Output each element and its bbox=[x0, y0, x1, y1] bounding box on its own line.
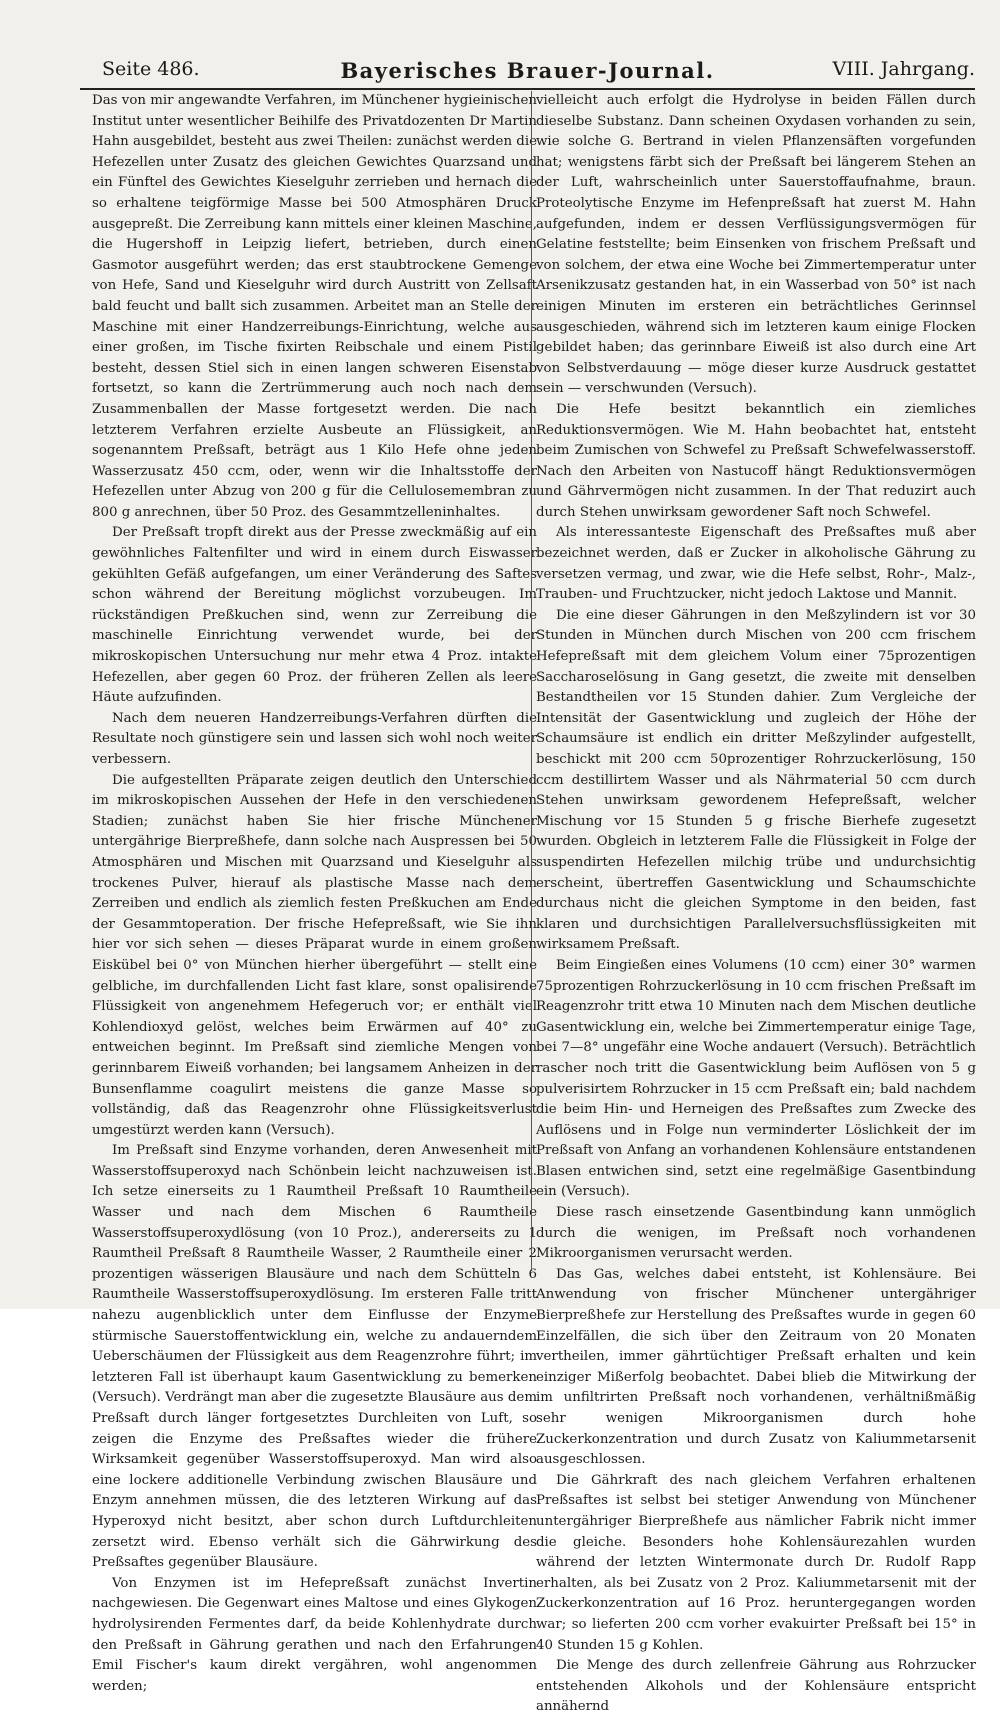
page-header bbox=[80, 52, 975, 86]
left-column bbox=[92, 91, 537, 1694]
paragraph: vielleicht auch erfolgt die Hydrolyse in beiden Fällen durch dieselbe Substanz. Dann scheinen Oxydasen vorhanden zu sein, wie solche G. Bertrand in vielen Pflanzensäften vorgefunden hat; wenigstens färbt sich der Preßsaft bei längerem Stehen an der Luft, wahrscheinlich unter Sauerstoffaufnahme, braun. Proteolytische Enzyme im Hefenpreßsaft hat zuerst M. Hahn aufgefunden, indem er dessen Verflüssigungsvermögen für Gelatine feststellte; beim Einsenken von frischem Preßsaft und von solchem, der etwa eine Woche bei Zimmertemperatur unter Arsenikzusatz gestanden hat, in ein Wasserbad von 50° ist nach einigen Minuten im ersteren ein beträchtliches Gerinnsel ausgeschieden, während sich im letzteren kaum einige Flocken gebildet haben; das gerinnbare Eiweiß ist also durch eine Art von Selbstverdauung — möge dieser kurze Ausdruck gestattet sein — verschwunden (Versuch). bbox=[536, 93, 976, 397]
right-column bbox=[536, 91, 976, 1715]
paragraph: Von Enzymen ist im Hefepreßsaft zunächst Invertin nachgewiesen. Die Gegenwart eines Maltose und eines Glykogen hydrolysirenden Fermentes darf, da beide Kohlenhydrate durch den Preßsaft in Gährung gerathen und nach den Erfahrungen Emil Fischer's kaum direkt vergähren, wohl angenommen werden; bbox=[92, 1575, 537, 1694]
paragraph: Im Preßsaft sind Enzyme vorhanden, deren Anwesenheit mit Wasserstoffsuperoxyd nach Schönbein leicht nachzuweisen ist. Ich setze einerseits zu 1 Raumtheil Preßsaft 10 Raumtheile Wasser und nach dem Mischen 6 Raumtheile Wasserstoffsuperoxydlösung (von 10 Proz.), andererseits zu 1 Raumtheil Preßsaft 8 Raumtheile Wasser, 2 Raumtheile einer 2 prozentigen wässerigen Blausäure und nach dem Schütteln 6 Raumtheile Wasserstoffsuperoxydlösung. Im ersteren Falle tritt nahezu augenblicklich unter dem Einflusse der Enzyme stürmische Sauerstoffentwicklung ein, welche zu andauerndem Ueberschäumen der Flüssigkeit aus dem Reagenzrohre führt; im letzteren Fall ist überhaupt kaum Gasentwicklung zu bemerken (Versuch). Verdrängt man aber die zugesetzte Blausäure aus dem Preßsaft durch länger fortgesetztes Durchleiten von Luft, so zeigen die Enzyme des Preßsaftes wieder die frühere Wirksamkeit gegenüber Wasserstoffsuperoxyd. Man wird also eine lockere additionelle Verbindung zwischen Blausäure und Enzym annehmen müssen, die des letzteren Wirkung auf das Hyperoxyd nicht besitzt, aber schon durch Luftdurchleiten zersetzt wird. Ebenso verhält sich die Gährwirkung des Preßsaftes gegenüber Blausäure. bbox=[92, 1143, 537, 1571]
paragraph: Die aufgestellten Präparate zeigen deutlich den Unterschied im mikroskopischen Aussehen der Hefe in den verschiedenen Stadien; zunächst haben Sie hier frische Münchener untergährige Bierpreßhefe, dann solche nach Auspressen bei 50 Atmosphären und Mischen mit Quarzsand und Kieselguhr als trockenes Pulver, hierauf als plastische Masse nach dem Zerreiben und endlich als ziemlich festen Preßkuchen am Ende der Gesammtoperation. Der frische Hefepreßsaft, wie Sie ihn hier vor sich sehen — dieses Präparat wurde in einem großen Eiskübel bei 0° von München hierher übergeführt — stellt eine gelbliche, im durchfallenden Licht fast klare, sonst opalisirende Flüssigkeit von angenehmem Hefegeruch vor; er enthält viel Kohlendioxyd gelöst, welches beim Erwärmen auf 40° zu entweichen beginnt. Im Preßsaft sind ziemliche Mengen von gerinnbarem Eiweiß vorhanden; bei langsamem Anheizen in der Bunsenflamme coagulirt meistens die ganze Masse so vollständig, daß das Reagenzrohr ohne Flüssigkeitsverlust umgestürzt werden kann (Versuch). bbox=[92, 772, 537, 1138]
column-divider bbox=[531, 91, 532, 1271]
paragraph: Die Gährkraft des nach gleichem Verfahren erhaltenen Preßsaftes ist selbst bei stetiger Anwendung von Münchener untergähriger Bierpreßhefe aus nämlicher Fabrik nicht immer die gleiche. Besonders hohe Kohlensäurezahlen wurden während der letzten Wintermonate durch Dr. Rudolf Rapp erhalten, als bei Zusatz von 2 Proz. Kaliummetarsenit mit der Zuckerkonzentration auf 16 Proz. heruntergegangen worden war; so lieferten 200 ccm vorher evakuirter Preßsaft bei 15° in 40 Stunden 15 g Kohlen. bbox=[536, 1472, 976, 1653]
paragraph: Nach dem neueren Handzerreibungs-Verfahren dürften die Resultate noch günstigere sein und lassen sich wohl noch weiter verbessern. bbox=[92, 710, 537, 767]
paragraph: Die Hefe besitzt bekanntlich ein ziemliches Reduktionsvermögen. Wie M. Hahn beobachtet hat, entsteht beim Zumischen von Schwefel zu Preßsaft Schwefelwasserstoff. Nach den Arbeiten von Nastucoff hängt Reduktionsvermögen und Gährvermögen nicht zusammen. In der That reduzirt auch durch Stehen unwirksam gewordener Saft noch Schwefel. bbox=[536, 401, 976, 520]
paragraph: Beim Eingießen eines Volumens (10 ccm) einer 30° warmen 75prozentigen Rohrzuckerlösung in 10 ccm frischen Preßsaft im Reagenzrohr tritt etwa 10 Minuten nach dem Mischen deutliche Gasentwicklung ein, welche bei Zimmertemperatur einige Tage, bei 7—8° ungefähr eine Woche andauert (Versuch). Beträchtlich rascher noch tritt die Gasentwicklung beim Auflösen von 5 g pulverisirtem Rohrzucker in 15 ccm Preßsaft ein; bald nachdem die beim Hin- und Herneigen des Preßsaftes zum Zwecke des Auflösens und in Folge nun verminderter Löslichkeit der im Preßsaft von Anfang an vorhandenen Kohlensäure entstandenen Blasen entwichen sind, setzt eine regelmäßige Gasentbindung ein (Versuch). bbox=[536, 957, 976, 1200]
paragraph: Das Gas, welches dabei entsteht, ist Kohlensäure. Bei Anwendung von frischer Münchener untergähriger Bierpreßhefe zur Herstellung des Preßsaftes wurde in gegen 60 Einzelfällen, die sich über den Zeitraum von 20 Monaten vertheilen, immer gährtüchtiger Preßsaft erhalten und kein einziger Mißerfolg beobachtet. Dabei blieb die Mitwirkung der im unfiltrirten Preßsaft noch vorhandenen, verhältnißmäßig sehr wenigen Mikroorganismen durch hohe Zuckerkonzentration und durch Zusatz von Kaliummetarsenit ausgeschlossen. bbox=[536, 1266, 976, 1468]
journal-title: Bayerisches Brauer-Journal. bbox=[340, 58, 715, 83]
page-number: Seite 486. bbox=[102, 58, 200, 80]
paragraph: Der Preßsaft tropft direkt aus der Presse zweckmäßig auf ein gewöhnliches Faltenfilter und wird in einem durch Eiswasser gekühlten Gefäß aufgefangen, um einer Veränderung des Saftes schon während der Bereitung möglichst vorzubeugen. Im rückständigen Preßkuchen sind, wenn zur Zerreibung die maschinelle Einrichtung verwendet wurde, bei der mikroskopischen Untersuchung nur mehr etwa 4 Proz. intakte Hefezellen, aber gegen 60 Proz. der früheren Zellen als leere Häute aufzufinden. bbox=[92, 525, 537, 706]
header-rule bbox=[80, 88, 975, 90]
paragraph: Diese rasch einsetzende Gasentbindung kann unmöglich durch die wenigen, im Preßsaft noch vorhandenen Mikroorganismen verursacht werden. bbox=[536, 1205, 976, 1262]
paragraph: Die eine dieser Gährungen in den Meßzylindern ist vor 30 Stunden in München durch Mischen von 200 ccm frischem Hefepreßsaft mit dem gleichem Volum einer 75prozentigen Saccharoselösung in Gang gesetzt, die zweite mit denselben Bestandtheilen vor 15 Stunden dahier. Zum Vergleiche der Intensität der Gasentwicklung und zugleich der Höhe der Schaumsäure ist endlich ein dritter Meßzylinder aufgestellt, beschickt mit 200 ccm 50prozentiger Rohrzuckerlösung, 150 ccm destillirtem Wasser und als Nährmaterial 50 ccm durch Stehen unwirksam gewordenem Hefepreßsaft, welcher Mischung vor 15 Stunden 5 g frische Bierhefe zugesetzt wurden. Obgleich in letzterem Falle die Flüssigkeit in Folge der suspendirten Hefezellen milchig trübe und undurchsichtig erscheint, übertreffen Gasentwicklung und Schaumschichte durchaus nicht die gleichen Symptome in den beiden, fast klaren und durchsichtigen Parallelversuchsflüssigkeiten mit wirksamem Preßsaft. bbox=[536, 607, 976, 953]
volume-label: VIII. Jahrgang. bbox=[832, 58, 975, 80]
paragraph: Die Menge des durch zellenfreie Gährung aus Rohrzucker entstehenden Alkohols und der Kohlensäure entspricht annähernd bbox=[536, 1658, 976, 1715]
paragraph: Das von mir angewandte Verfahren, im Münchener hygieinischen Institut unter wesentlicher Beihilfe des Privatdozenten Dr Martin Hahn ausgebildet, besteht aus zwei Theilen: zunächst werden die Hefezellen unter Zusatz des gleichen Gewichtes Quarzsand und ein Fünftel des Gewichtes Kieselguhr zerrieben und hernach die so erhaltene teigförmige Masse bei 500 Atmosphären Druck ausgepreßt. Die Zerreibung kann mittels einer kleinen Maschine, die Hugershoff in Leipzig liefert, betrieben, durch einen Gasmotor ausgeführt werden; das erst staubtrockene Gemenge von Hefe, Sand und Kieselguhr wird durch Austritt von Zellsaft bald feucht und ballt sich zusammen. Arbeitet man an Stelle der Maschine mit einer Handzerreibungs-Einrichtung, welche aus einer großen, im Tische fixirten Reibschale und einem Pistil besteht, dessen Stiel sich in einen langen schweren Eisenstab fortsetzt, so kann die Zertrümmerung auch noch nach dem Zusammenballen der Masse fortgesetzt werden. Die nach letzterem Verfahren erzielte Ausbeute an Flüssigkeit, an sogenanntem Preßsaft, beträgt aus 1 Kilo Hefe ohne jeden Wasserzusatz 450 ccm, oder, wenn wir die Inhaltsstoffe der Hefezellen unter Abzug von 200 g für die Cellulosemembran zu 800 g anrechnen, über 50 Proz. des Gesammtzelleninhaltes. bbox=[92, 93, 537, 520]
paragraph: Als interessanteste Eigenschaft des Preßsaftes muß aber bezeichnet werden, daß er Zucker in alkoholische Gährung zu versetzen vermag, und zwar, wie die Hefe selbst, Rohr-, Malz-, Trauben- und Fruchtzucker, nicht jedoch Laktose und Mannit. bbox=[536, 525, 976, 603]
